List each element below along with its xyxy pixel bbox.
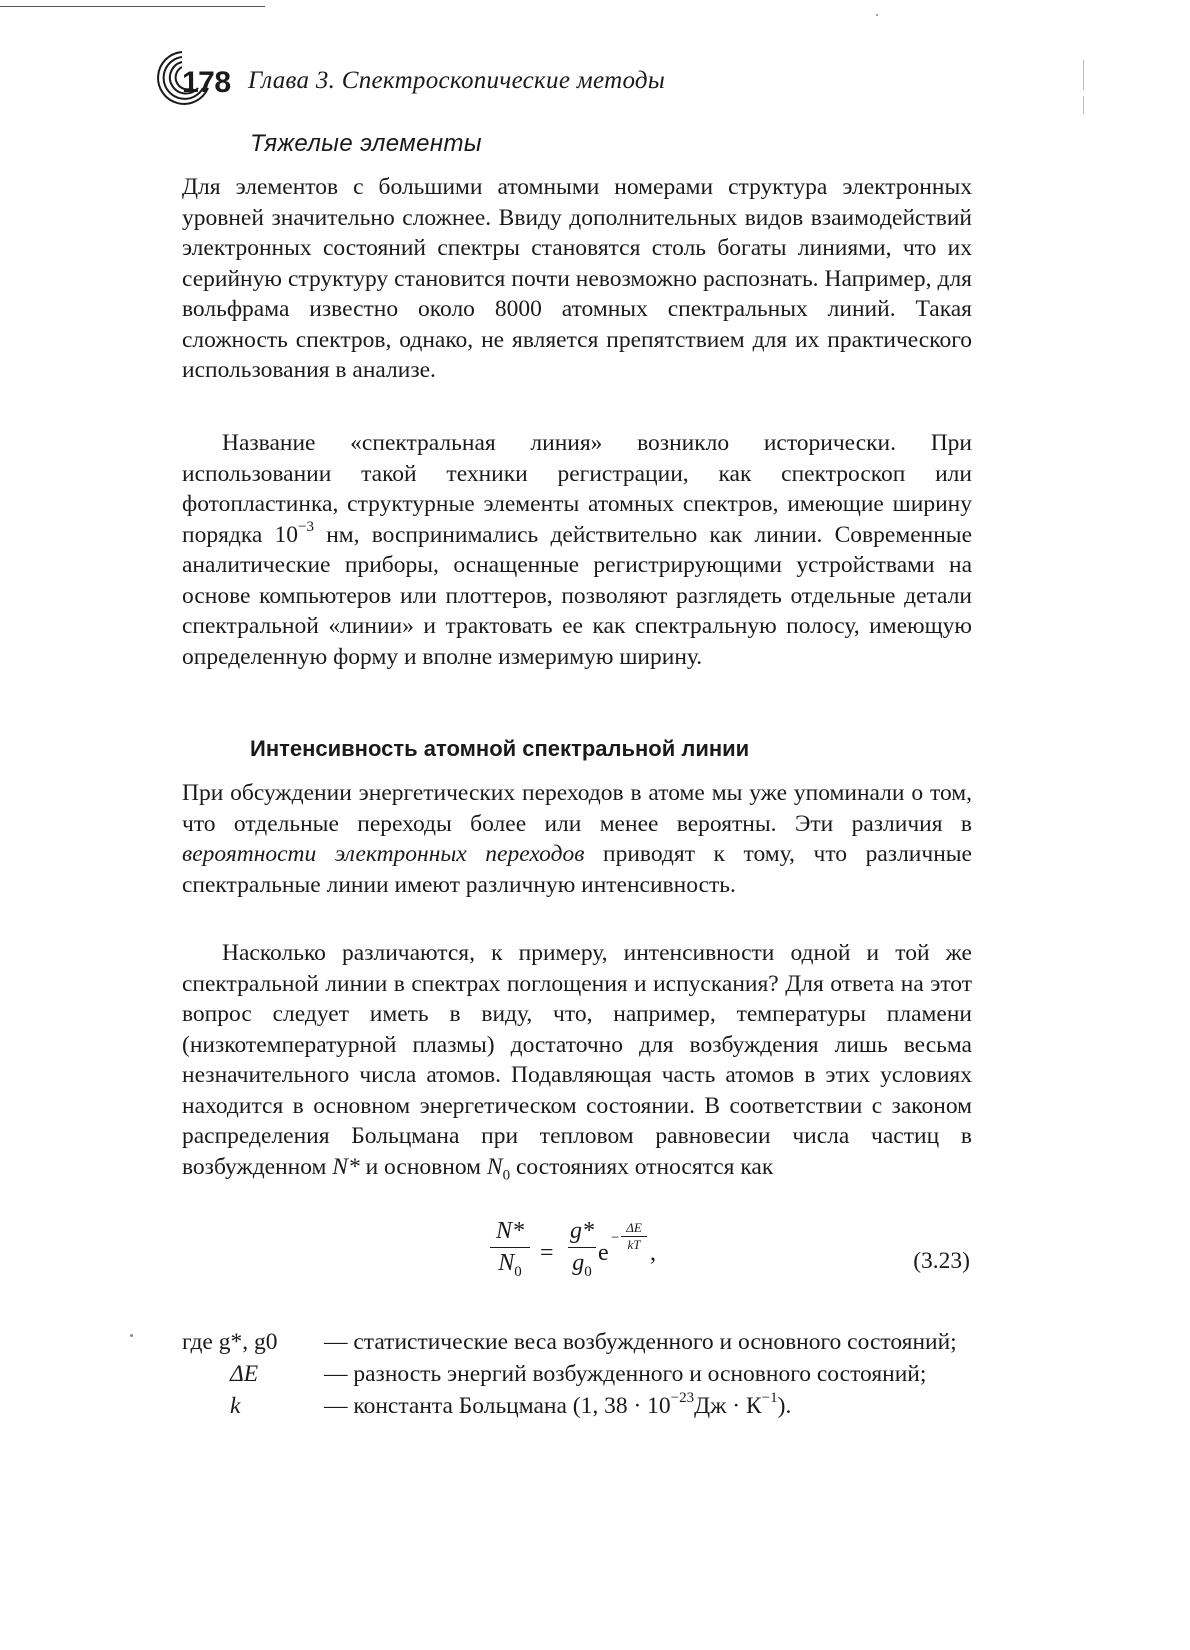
symbol-legend — [182, 1326, 972, 1422]
subscript: 0 — [502, 1167, 511, 1184]
exp-denominator: kT — [627, 1237, 641, 1252]
paragraph-boltzmann — [182, 938, 972, 1182]
equals-sign: = — [540, 1240, 554, 1266]
legend-text: Дж · К — [694, 1393, 762, 1419]
scan-speck — [876, 14, 878, 16]
fraction-bar — [490, 1247, 530, 1248]
legend-row — [182, 1390, 972, 1422]
page-number: 178 — [182, 66, 231, 99]
symbol-n: N — [486, 1153, 503, 1180]
exp-numerator: ΔE — [626, 1220, 642, 1235]
paragraph-spectral-line-name — [182, 428, 972, 672]
legend-text: — константа Больцмана (1, 38 · 10 — [324, 1393, 671, 1419]
rhs-denominator: g — [572, 1250, 585, 1276]
exponent-fraction — [621, 1220, 647, 1253]
subscript: 0 — [514, 1263, 522, 1280]
legend-definition: — разность энергий возбужденного и основного состояний; — [324, 1361, 927, 1387]
emphasis-text: вероятности электронных переходов — [182, 841, 585, 867]
equation-3-23 — [490, 1218, 970, 1298]
exp-base: e — [598, 1240, 609, 1266]
lhs-denominator: N — [498, 1250, 515, 1276]
fraction-bar — [568, 1247, 596, 1248]
paragraph-heavy-elements: Для элементов с большими атомными номерами структура электронных уровней значительно сложнее. Ввиду дополнительных видов взаимодействий электронных состояний спектры становятся столь богаты линиями, что их серийную структуру становится почти невозможно распознать. Например, для вольфрама известно около 8000 атомных спектральных линий. Такая сложность спектров, однако, не является препятствием для их практического использования в анализе. — [182, 174, 972, 383]
legend-row — [182, 1358, 972, 1390]
rhs-fraction — [568, 1218, 596, 1280]
symbol-n-star: N* — [332, 1153, 360, 1180]
exp-sign: − — [611, 1230, 620, 1246]
subscript: 0 — [584, 1263, 592, 1280]
lhs-numerator: N* — [495, 1218, 524, 1244]
legend-symbol: ΔE — [230, 1361, 259, 1387]
paragraph-text: состояниях относятся как — [510, 1153, 774, 1180]
paragraph-text: приводят к тому, что различные спектральные линии имеют различную интенсивность. — [182, 841, 972, 898]
paragraph-text: Название «спектральная линия» возникло исторически. При использовании такой техники регистрации, как спектроскоп или фотопластинка, структурные элементы атомных спектров, имеющие ширину порядка 10 — [182, 430, 972, 548]
equation-comma: , — [650, 1240, 656, 1266]
lhs-fraction — [490, 1218, 530, 1280]
legend-definition: — статистические веса возбужденного и основного состояний; — [324, 1329, 957, 1355]
exponent: −1 — [761, 1390, 778, 1407]
paragraph-text: и основном — [359, 1153, 487, 1180]
paragraph-transitions — [182, 778, 972, 900]
scan-edge-line — [0, 6, 265, 7]
legend-text: ). — [777, 1393, 792, 1419]
paragraph-text: Насколько различаются, к примеру, интенсивности одной и той же спектральной линии в спектрах поглощения и испускания? Для ответа на этот вопрос следует иметь в виду, что, например, температуры пламени (низкотемпературной плазмы) достаточно для возбуждения лишь весьма незначительного числа атомов. Подавляющая часть атомов в этих условиях находится в основном энергетическом состоянии. В соответствии с законом распределения Больцмана при тепловом равновесии числа частиц в возбужденном — [182, 940, 972, 1180]
exponent: −3 — [298, 518, 314, 535]
paragraph-text: нм, воспринимались действительно как линии. Современные аналитические приборы, оснащенные регистрирующими устройствами на основе компьютеров или плоттеров, позволяют разглядеть отдельные детали спектральной «линии» и трактовать ее как спектральную полосу, имеющую определенную форму и вполне измеримую ширину. — [182, 521, 972, 670]
section-heading-intensity: Интенсивность атомной спектральной линии — [250, 736, 750, 761]
scan-margin-mark — [1083, 96, 1084, 114]
page-header — [152, 48, 1012, 108]
legend-row — [182, 1326, 972, 1358]
running-title: Глава 3. Спектроскопические методы — [248, 67, 666, 94]
legend-symbol: где g*, g0 — [182, 1329, 278, 1355]
legend-symbol: k — [230, 1393, 241, 1419]
legend-definition — [324, 1390, 791, 1422]
section-heading-heavy-elements: Тяжелые элементы — [250, 130, 482, 157]
scan-margin-mark — [1083, 60, 1084, 90]
exponent: −23 — [670, 1390, 695, 1407]
rhs-numerator: g* — [570, 1218, 594, 1244]
paragraph-text: При обсуждении энергетических переходов в атоме мы уже упоминали о том, что отдельные переходы более или менее вероятны. Эти различия в — [182, 780, 972, 837]
equation-number: (3.23) — [913, 1248, 970, 1274]
scan-speck — [130, 1334, 133, 1337]
